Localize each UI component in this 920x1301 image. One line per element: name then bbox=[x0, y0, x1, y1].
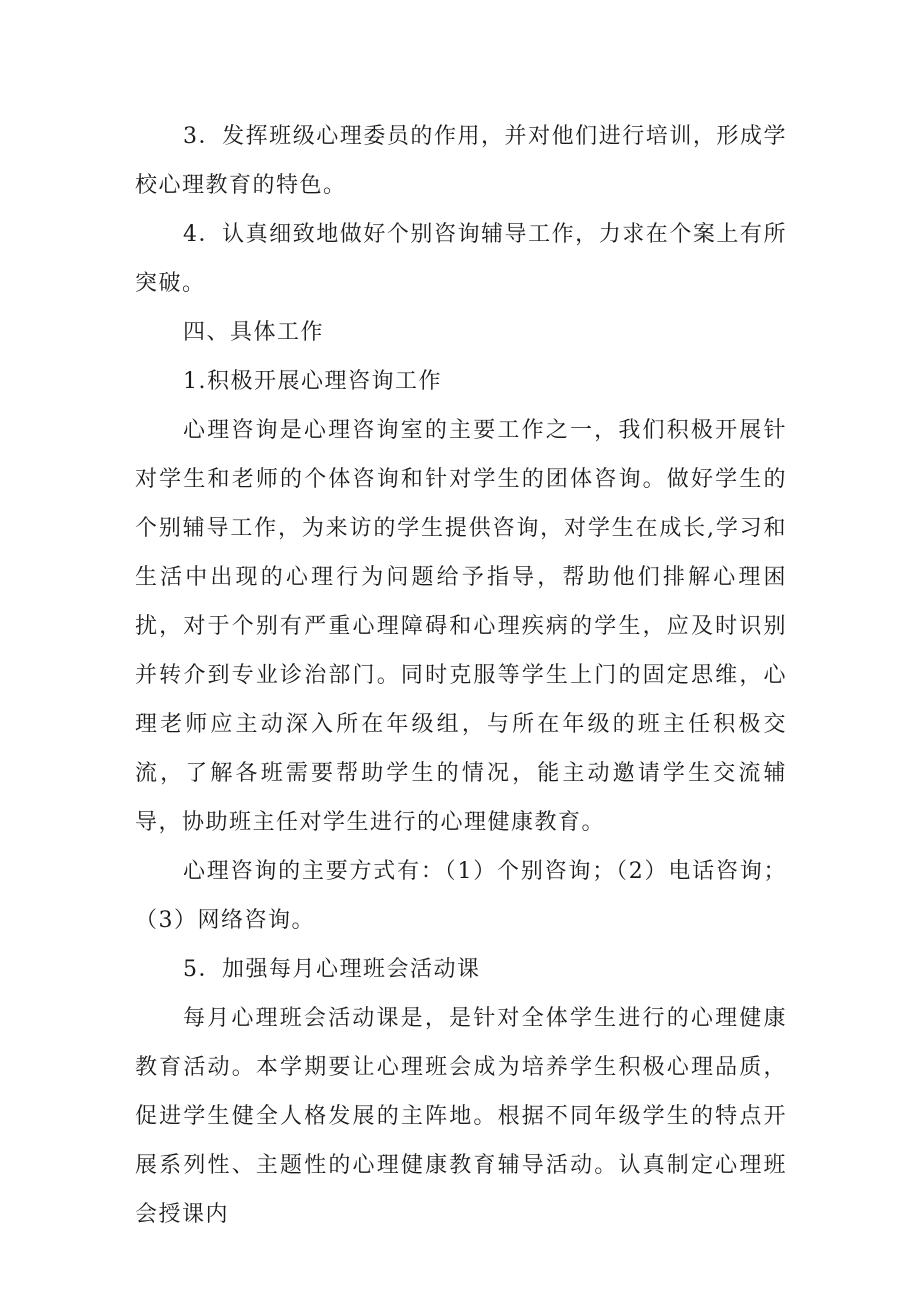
subheading-class-meeting: 5．加强每月心理班会活动课 bbox=[183, 957, 481, 982]
paragraph-item-4: 4．认真细致地做好个别咨询辅导工作，力求在个案上有所突破。 bbox=[135, 222, 787, 296]
subheading-counseling-work: 1.积极开展心理咨询工作 bbox=[183, 369, 442, 394]
paragraph-counseling-methods: 心理咨询的主要方式有：（1）个别咨询；（2）电话咨询；（3）网络咨询。 bbox=[135, 859, 787, 933]
document-body bbox=[135, 112, 787, 1239]
paragraph-counseling-description: 心理咨询是心理咨询室的主要工作之一，我们积极开展针对学生和老师的个体咨询和针对学生的团体咨询。做好学生的个别辅导工作，为来访的学生提供咨询，对学生在成长,学习和生活中出现的心理行为问题给予指导，帮助他们排解心理困扰，对于个别有严重心理障碍和心理疾病的学生，应及时识别并转介到专业诊治部门。同时克服等学生上门的固定思维，心理老师应主动深入所在年级组，与所在年级的班主任积极交流，了解各班需要帮助学生的情况，能主动邀请学生交流辅导，协助班主任对学生进行的心理健康教育。 bbox=[135, 418, 787, 835]
paragraph-class-meeting-description: 每月心理班会活动课是，是针对全体学生进行的心理健康教育活动。本学期要让心理班会成为培养学生积极心理品质，促进学生健全人格发展的主阵地。根据不同年级学生的特点开展系列性、主题性的心理健康教育辅导活动。认真制定心理班会授课内 bbox=[135, 1006, 787, 1227]
section-heading-specific-work: 四、具体工作 bbox=[183, 320, 325, 345]
paragraph-item-3: 3．发挥班级心理委员的作用，并对他们进行培训，形成学校心理教育的特色。 bbox=[135, 124, 787, 198]
